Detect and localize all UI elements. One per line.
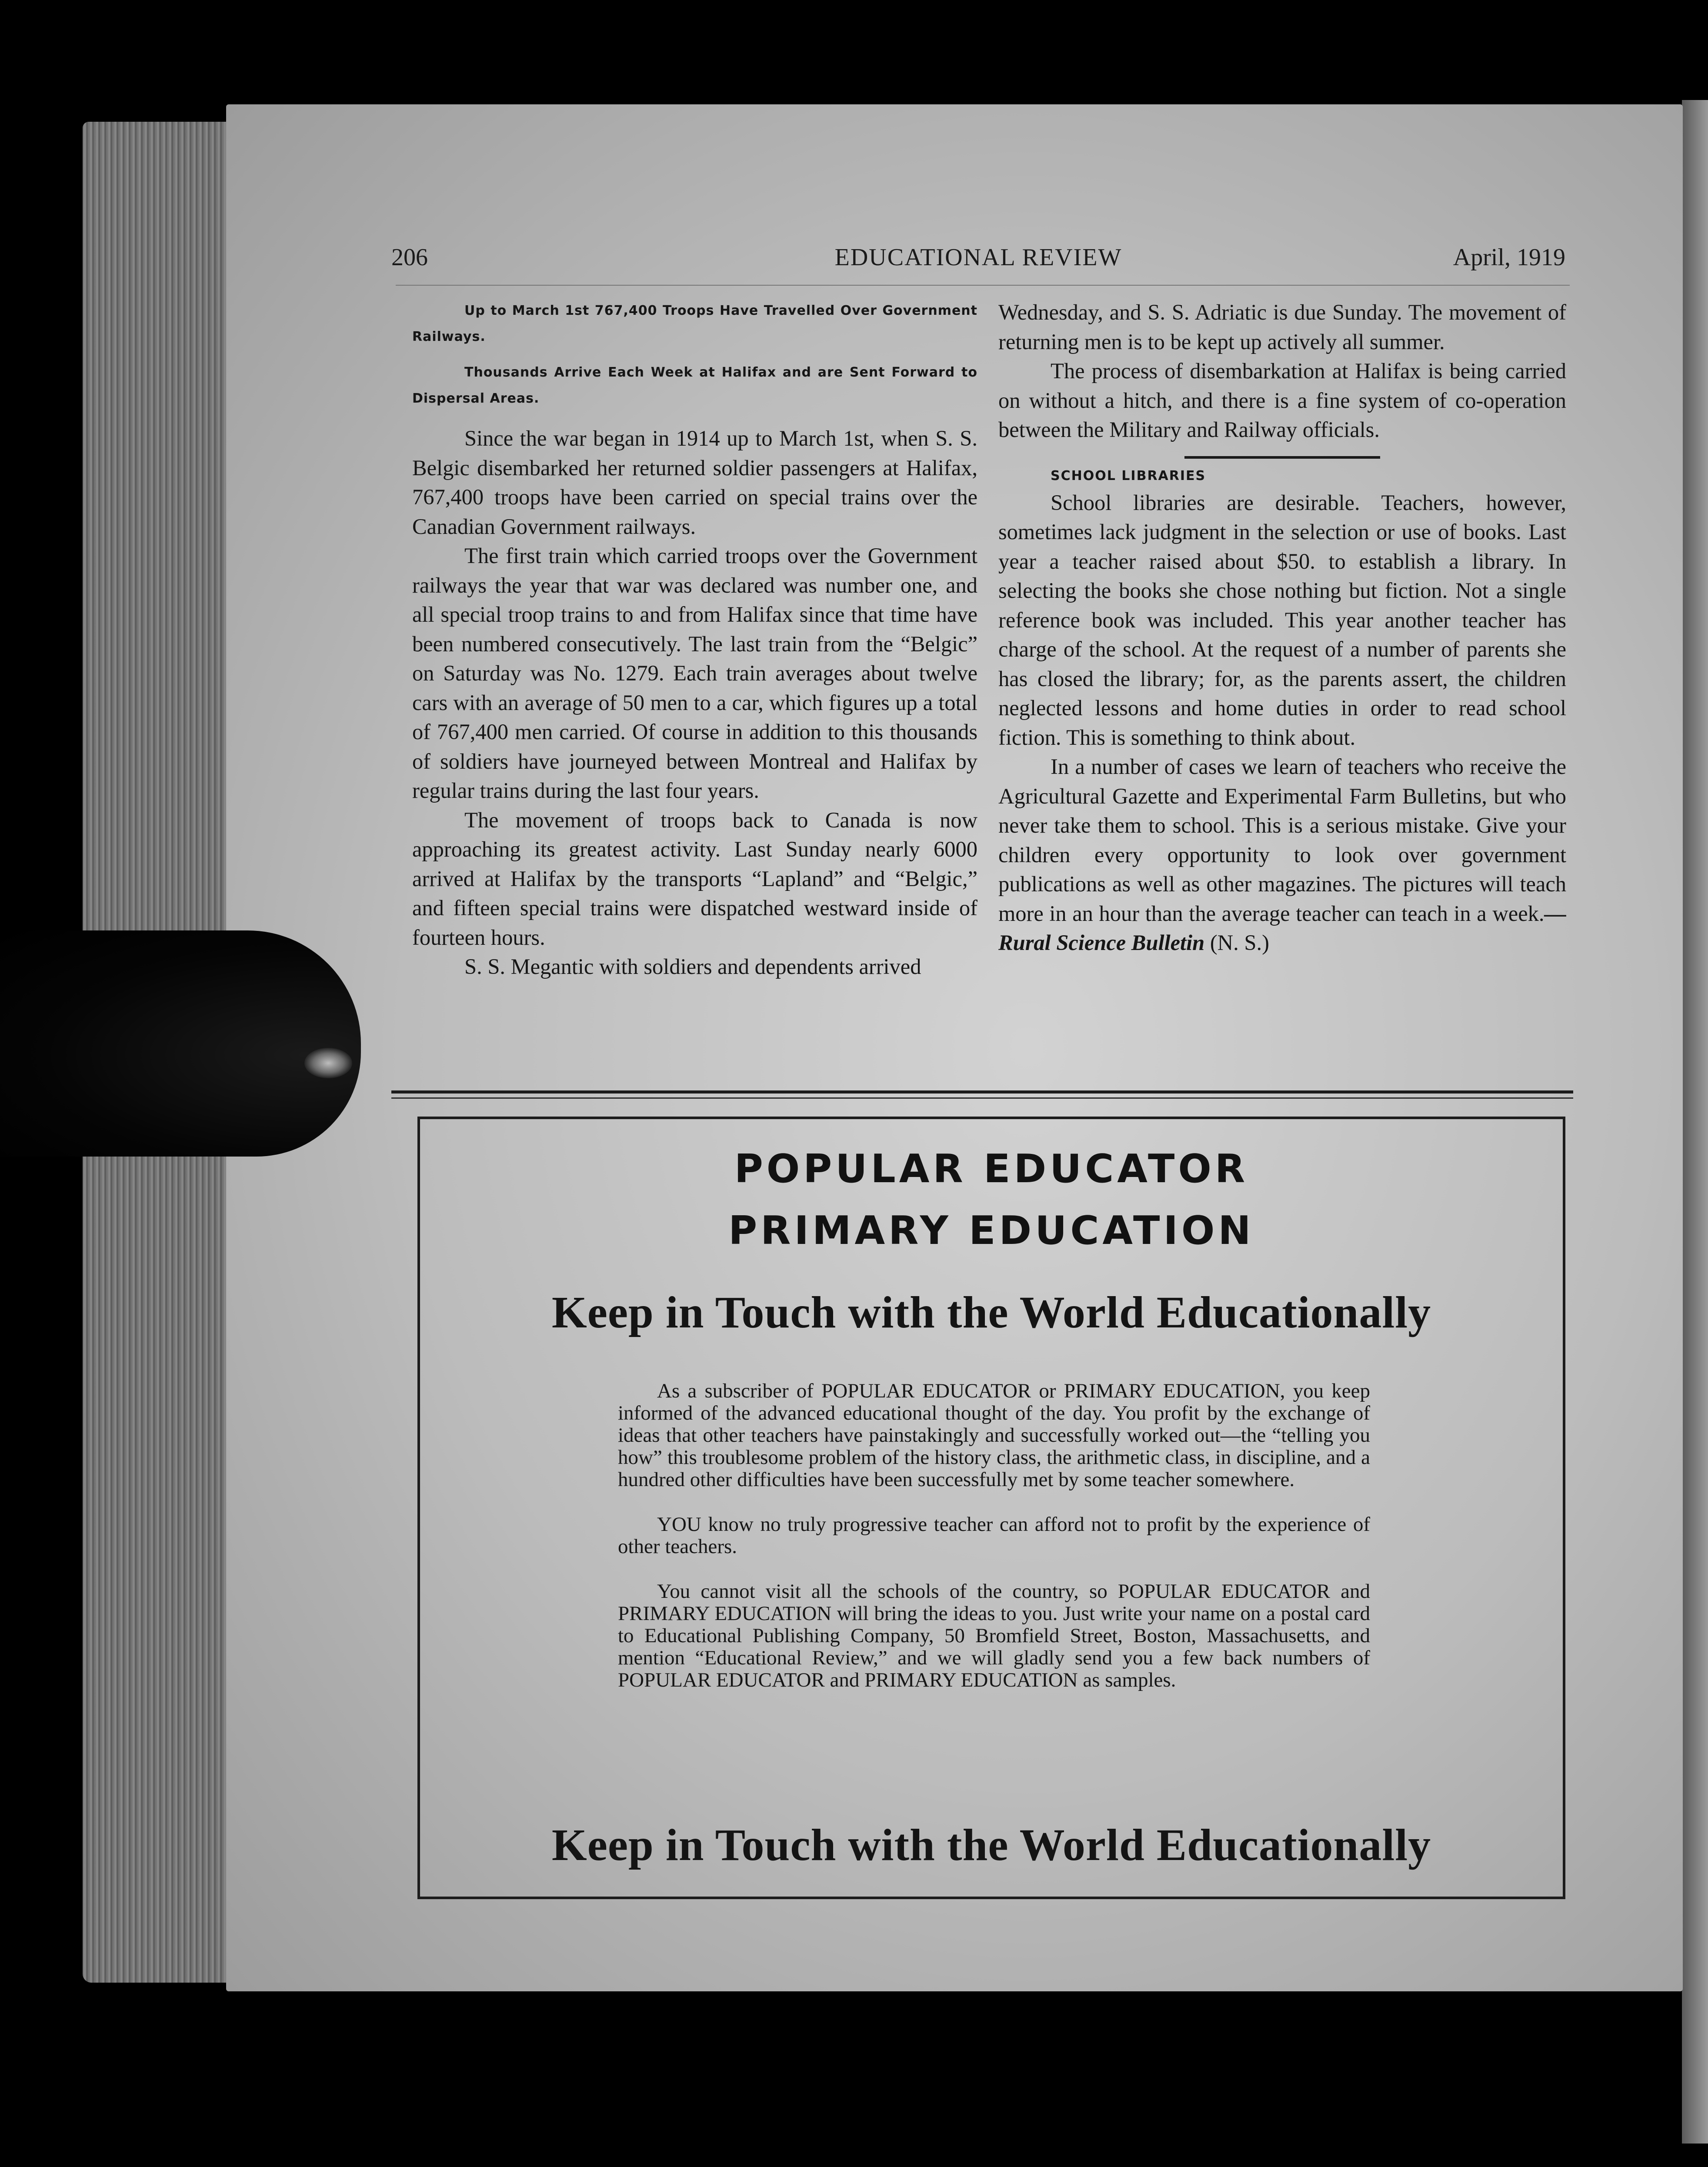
libraries-paragraph: School libraries are desirable. Teachers, however, sometimes lack judgment in the selection or use of books. Last year a teacher raised about $50. to establish a library. In selecting the books she chose nothing but fiction. Not a single reference book was included. This year another teacher has charge of the school. At the request of a number of parents she has closed the library; for, as the parents assert, the children neglected lessons and home duties in order to read school fiction. This is something to think about. — [998, 490, 1566, 750]
libraries-paragraph — [998, 752, 1566, 958]
running-head — [391, 243, 1565, 274]
article-subheadline: Thousands Arrive Each Week at Halifax and are Sent Forward to Dispersal Areas. — [412, 365, 977, 406]
thumbnail-highlight — [304, 1048, 352, 1078]
ad-slogan-bottom: Keep in Touch with the World Educationally — [551, 1820, 1431, 1870]
reader-thumb — [0, 930, 361, 1157]
ad-title-primary-education: PRIMARY EDUCATION — [728, 1208, 1254, 1254]
ad-paragraph: You cannot visit all the schools of the country, so POPULAR EDUCATOR and PRIMARY EDUCATION will bring the ideas to you. Just write your name on a postal card to Educational Publishing Company, 50 Bromfield Street, Boston, Massachusetts, and mention “Educational Review,” and we will gladly send you a few back numbers of POPULAR EDUCATOR and PRIMARY EDUCATION as samples. — [618, 1580, 1370, 1691]
source-attribution: —Rural Science Bulletin — [998, 901, 1566, 955]
article-paragraph: The movement of troops back to Canada is now approaching its greatest activity. Last Sunday nearly 6000 arrived at Halifax by the transports “Lapland” and “Belgic,” and fifteen special trains were dispatched westward inside of fourteen hours. — [412, 807, 977, 950]
journal-title: EDUCATIONAL REVIEW — [834, 244, 1122, 271]
ad-body — [618, 1380, 1370, 1714]
section-heading: SCHOOL LIBRARIES — [1051, 468, 1206, 483]
article-paragraph-continued: Wednesday, and S. S. Adriatic is due Sunday. The movement of returning men is to be kept up actively all summer. — [998, 300, 1566, 354]
article-paragraph-continued: The process of disembarkation at Halifax is being carried on without a hitch, and there is a fine system of co-operation between the Military and Railway officials. — [998, 359, 1566, 442]
divider-rule-thick — [391, 1090, 1573, 1094]
ad-title-popular-educator: POPULAR EDUCATOR — [734, 1146, 1249, 1192]
article-headline: Up to March 1st 767,400 Troops Have Travelled Over Government Railways. — [412, 303, 977, 344]
libraries-paragraph-text: In a number of cases we learn of teachers who receive the Agricultural Gazette and Experimental Farm Bulletins, but who never take them to school. This is a serious mistake. Give your children every opportunity to look over government publications as well as other magazines. The pictures will teach more in an hour than the average teacher can teach in a week. — [998, 754, 1566, 926]
ad-paragraph: YOU know no truly progressive teacher can afford not to profit by the experience of other teachers. — [618, 1513, 1370, 1558]
article-paragraph: The first train which carried troops over the Government railways the year that war was declared was number one, and all special troop trains to and from Halifax since that time have been numbered consecutively. The last train from the “Belgic” on Saturday was No. 1279. Each train averages about twelve cars with an average of 50 men to a car, which figures up a total of 767,400 men carried. Of course in addition to this thousands of soldiers have journeyed between Montreal and Halifax by regular trains during the last four years. — [412, 543, 977, 803]
right-column — [998, 298, 1566, 958]
adjacent-page-edge — [1682, 100, 1708, 2144]
page-number: 206 — [391, 244, 428, 271]
source-attribution-suffix: (N. S.) — [1204, 930, 1269, 955]
issue-date: April, 1919 — [1453, 244, 1565, 271]
header-rule — [396, 285, 1570, 286]
left-column — [412, 298, 977, 982]
section-divider — [1184, 456, 1380, 459]
ad-paragraph: As a subscriber of POPULAR EDUCATOR or PRIMARY EDUCATION, you keep informed of the advanced educational thought of the day. You profit by the exchange of ideas that other teachers have painstakingly and successfully worked out—the “telling you how” this troublesome problem of the history class, the arithmetic class, in discipline, and a hundred other difficulties have been successfully met by some teacher somewhere. — [618, 1380, 1370, 1491]
ad-slogan-top: Keep in Touch with the World Educationally — [551, 1287, 1431, 1337]
divider-rule-thin — [391, 1097, 1573, 1099]
article-paragraph: Since the war began in 1914 up to March 1st, when S. S. Belgic disembarked her returned soldier passengers at Halifax, 767,400 troops have been carried on special trains over the Canadian Government railways. — [412, 426, 977, 539]
article-paragraph: S. S. Megantic with soldiers and dependents arrived — [464, 954, 921, 979]
advertisement-box — [417, 1117, 1565, 1899]
